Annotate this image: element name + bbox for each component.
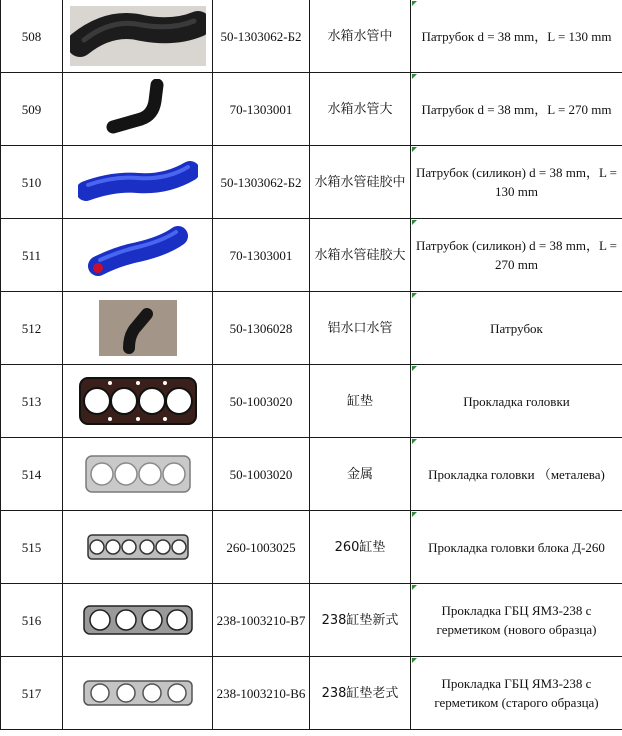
part-image — [63, 0, 213, 73]
row-number: 513 — [1, 365, 63, 438]
black-rubber-hose-short-image — [70, 6, 206, 66]
part-image — [63, 365, 213, 438]
part-image — [63, 511, 213, 584]
part-code: 238-1003210-В6 — [213, 657, 310, 730]
part-name-zh: 金属 — [310, 438, 411, 511]
part-image — [63, 438, 213, 511]
part-code: 50-1306028 — [213, 292, 310, 365]
part-name-ru: Прокладка ГБЦ ЯМЗ-238 с герметиком (старого образца) — [411, 657, 622, 730]
part-name-ru: Патрубок d = 38 mm，L = 270 mm — [411, 73, 622, 146]
row-number: 514 — [1, 438, 63, 511]
part-image — [63, 292, 213, 365]
head-gasket-4-cyl-old-image — [82, 678, 194, 708]
table-row — [1, 73, 622, 146]
head-gasket-4-cyl-metal-image — [84, 453, 192, 495]
part-name-ru: Прокладка головки — [411, 365, 622, 438]
row-number: 509 — [1, 73, 63, 146]
blue-silicone-hose-short-image — [78, 159, 198, 205]
part-code: 50-1003020 — [213, 365, 310, 438]
row-number: 510 — [1, 146, 63, 219]
part-image — [63, 584, 213, 657]
part-name-zh: 水箱水管硅胶中 — [310, 146, 411, 219]
part-name-zh: 水箱水管大 — [310, 73, 411, 146]
table-row — [1, 584, 622, 657]
table-row — [1, 511, 622, 584]
row-number: 512 — [1, 292, 63, 365]
row-number: 508 — [1, 0, 63, 73]
part-name-zh: 水箱水管中 — [310, 0, 411, 73]
part-code: 260-1003025 — [213, 511, 310, 584]
blue-silicone-hose-elbow-image — [88, 226, 188, 284]
table-row — [1, 146, 622, 219]
part-name-ru: Прокладка головки （металева) — [411, 438, 622, 511]
part-name-ru: Патрубок (силикон) d = 38 mm，L = 130 mm — [411, 146, 622, 219]
part-code: 238-1003210-В7 — [213, 584, 310, 657]
head-gasket-4-cyl-new-image — [82, 603, 194, 637]
part-name-zh: 238缸垫新式 — [310, 584, 411, 657]
head-gasket-6-cyl-image — [86, 532, 190, 562]
part-name-ru: Патрубок d = 38 mm，L = 130 mm — [411, 0, 622, 73]
part-name-ru: Прокладка головки блока Д-260 — [411, 511, 622, 584]
table-row — [1, 657, 622, 730]
table-row — [1, 219, 622, 292]
part-image — [63, 219, 213, 292]
part-image — [63, 657, 213, 730]
part-name-zh: 260缸垫 — [310, 511, 411, 584]
part-name-zh: 铝水口水管 — [310, 292, 411, 365]
part-name-ru: Патрубок (силикон) d = 38 mm，L = 270 mm — [411, 219, 622, 292]
table-row — [1, 292, 622, 365]
part-code: 50-1303062-Б2 — [213, 0, 310, 73]
part-code: 70-1303001 — [213, 219, 310, 292]
part-code: 70-1303001 — [213, 73, 310, 146]
part-image — [63, 73, 213, 146]
head-gasket-4-cyl-dark-image — [77, 372, 199, 430]
black-hose-elbow-small-image — [99, 300, 177, 356]
part-name-ru: Прокладка ГБЦ ЯМЗ-238 с герметиком (нового образца) — [411, 584, 622, 657]
row-number: 511 — [1, 219, 63, 292]
table-row — [1, 365, 622, 438]
part-code: 50-1303062-Б2 — [213, 146, 310, 219]
part-name-zh: 缸垫 — [310, 365, 411, 438]
table-row — [1, 0, 622, 73]
part-image — [63, 146, 213, 219]
table-row — [1, 438, 622, 511]
row-number: 515 — [1, 511, 63, 584]
row-number: 517 — [1, 657, 63, 730]
row-number: 516 — [1, 584, 63, 657]
part-name-ru: Патрубок — [411, 292, 622, 365]
part-name-zh: 水箱水管硅胶大 — [310, 219, 411, 292]
black-rubber-hose-elbow-image — [103, 79, 173, 139]
part-name-zh: 238缸垫老式 — [310, 657, 411, 730]
part-code: 50-1003020 — [213, 438, 310, 511]
